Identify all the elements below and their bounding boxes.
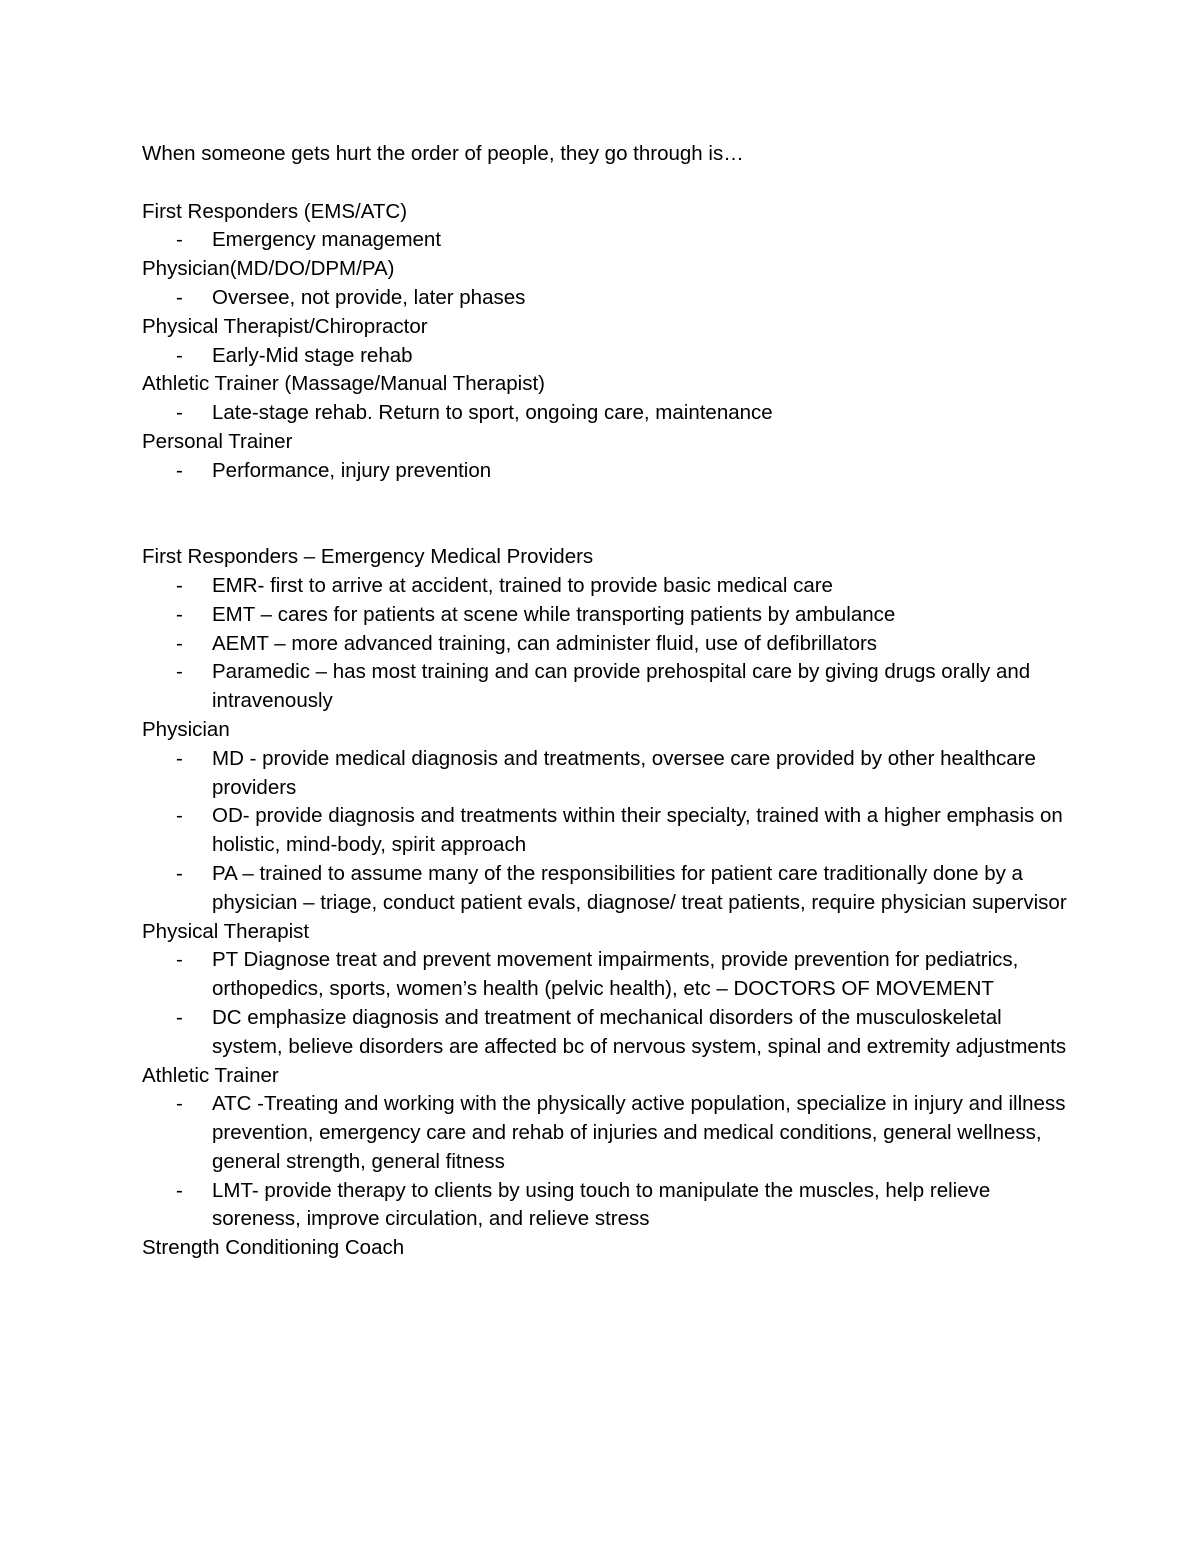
details-group-physical-therapist — [142, 918, 1072, 1062]
bullet-text: PT Diagnose treat and prevent movement impairments, provide prevention for pediatrics, orthopedics, sports, women’s health (pelvic health), etc – DOCTORS OF MOVEMENT — [212, 948, 1019, 1001]
details-heading: Strength Conditioning Coach — [142, 1236, 405, 1260]
dash-bullet-icon: - — [176, 343, 183, 367]
dash-bullet-icon: - — [176, 573, 183, 597]
section-spacer — [142, 486, 1072, 544]
dash-bullet-icon: - — [176, 1005, 183, 1029]
overview-bullet-list — [142, 284, 1072, 313]
bullet-item — [142, 572, 1072, 601]
overview-bullet-list — [142, 226, 1072, 255]
details-heading: Physician — [142, 717, 230, 741]
overview-heading: First Responders (EMS/ATC) — [142, 199, 408, 223]
dash-bullet-icon: - — [176, 228, 183, 252]
bullet-text: MD - provide medical diagnosis and treatments, oversee care provided by other healthcare providers — [212, 746, 1036, 799]
dash-bullet-icon: - — [176, 861, 183, 885]
details-bullet-list — [142, 1090, 1072, 1234]
overview-group-first-responders — [142, 198, 1072, 256]
bullet-text: Paramedic – has most training and can provide prehospital care by giving drugs orally and intravenously — [212, 660, 1031, 713]
bullet-item — [142, 860, 1072, 918]
bullet-text: Early-Mid stage rehab — [212, 343, 413, 367]
bullet-item — [142, 658, 1072, 716]
bullet-item — [142, 342, 1072, 371]
dash-bullet-icon: - — [176, 285, 183, 309]
bullet-item — [142, 946, 1072, 1004]
dash-bullet-icon: - — [176, 746, 183, 770]
overview-group-personal-trainer — [142, 428, 1072, 486]
details-bullet-list — [142, 946, 1072, 1061]
dash-bullet-icon: - — [176, 660, 183, 684]
details-bullet-list — [142, 572, 1072, 716]
bullet-item — [142, 226, 1072, 255]
bullet-item — [142, 1177, 1072, 1235]
details-group-first-responders — [142, 543, 1072, 716]
bullet-text: EMT – cares for patients at scene while transporting patients by ambulance — [212, 602, 896, 626]
dash-bullet-icon: - — [176, 631, 183, 655]
bullet-text: LMT- provide therapy to clients by using touch to manipulate the muscles, help relieve soreness, improve circulation, and relieve stress — [212, 1178, 991, 1231]
bullet-item — [142, 399, 1072, 428]
bullet-text: OD- provide diagnosis and treatments within their specialty, trained with a higher emphasis on holistic, mind-body, spirit approach — [212, 804, 1063, 857]
overview-heading: Athletic Trainer (Massage/Manual Therapist) — [142, 372, 545, 396]
overview-heading: Personal Trainer — [142, 429, 293, 453]
bullet-text: Late-stage rehab. Return to sport, ongoing care, maintenance — [212, 401, 773, 425]
overview-group-physical-therapist — [142, 313, 1072, 371]
dash-bullet-icon: - — [176, 804, 183, 828]
dash-bullet-icon: - — [176, 1178, 183, 1202]
bullet-text: PA – trained to assume many of the responsibilities for patient care traditionally done by a physician – triage, conduct patient evals, diagnose/ treat patients, require physician supervisor — [212, 861, 1067, 914]
bullet-item — [142, 745, 1072, 803]
overview-bullet-list — [142, 342, 1072, 371]
dash-bullet-icon: - — [176, 1092, 183, 1116]
details-group-athletic-trainer — [142, 1062, 1072, 1235]
bullet-item — [142, 601, 1072, 630]
bullet-text: DC emphasize diagnosis and treatment of mechanical disorders of the musculoskeletal system, believe disorders are affected bc of nervous system, spinal and extremity adjustments — [212, 1005, 1067, 1058]
overview-heading: Physician(MD/DO/DPM/PA) — [142, 257, 395, 281]
bullet-item — [142, 802, 1072, 860]
dash-bullet-icon: - — [176, 948, 183, 972]
bullet-text: AEMT – more advanced training, can administer fluid, use of defibrillators — [212, 631, 878, 655]
bullet-text: Performance, injury prevention — [212, 458, 492, 482]
bullet-text: Emergency management — [212, 228, 442, 252]
bullet-item — [142, 1004, 1072, 1062]
details-section — [142, 543, 1072, 1263]
overview-section — [142, 198, 1072, 486]
bullet-text: ATC -Treating and working with the physically active population, specialize in injury and illness prevention, emergency care and rehab of injuries and medical conditions, general wellness, general strength, general fitness — [212, 1092, 1066, 1173]
bullet-item — [142, 457, 1072, 486]
bullet-item — [142, 630, 1072, 659]
bullet-text: EMR- first to arrive at accident, trained to provide basic medical care — [212, 573, 833, 597]
details-bullet-list — [142, 745, 1072, 918]
bullet-item — [142, 1090, 1072, 1176]
details-heading: Physical Therapist — [142, 919, 310, 943]
overview-bullet-list — [142, 399, 1072, 428]
details-heading: First Responders – Emergency Medical Providers — [142, 545, 594, 569]
bullet-item — [142, 284, 1072, 313]
details-group-physician — [142, 716, 1072, 918]
dash-bullet-icon: - — [176, 401, 183, 425]
details-heading: Athletic Trainer — [142, 1063, 279, 1087]
document-page — [142, 140, 1072, 1263]
overview-bullet-list — [142, 457, 1072, 486]
overview-heading: Physical Therapist/Chiropractor — [142, 314, 428, 338]
details-group-strength-coach — [142, 1234, 1072, 1263]
dash-bullet-icon: - — [176, 602, 183, 626]
dash-bullet-icon: - — [176, 458, 183, 482]
overview-group-athletic-trainer — [142, 370, 1072, 428]
overview-group-physician — [142, 255, 1072, 313]
intro-text: When someone gets hurt the order of people, they go through is… — [142, 142, 744, 165]
bullet-text: Oversee, not provide, later phases — [212, 285, 526, 309]
